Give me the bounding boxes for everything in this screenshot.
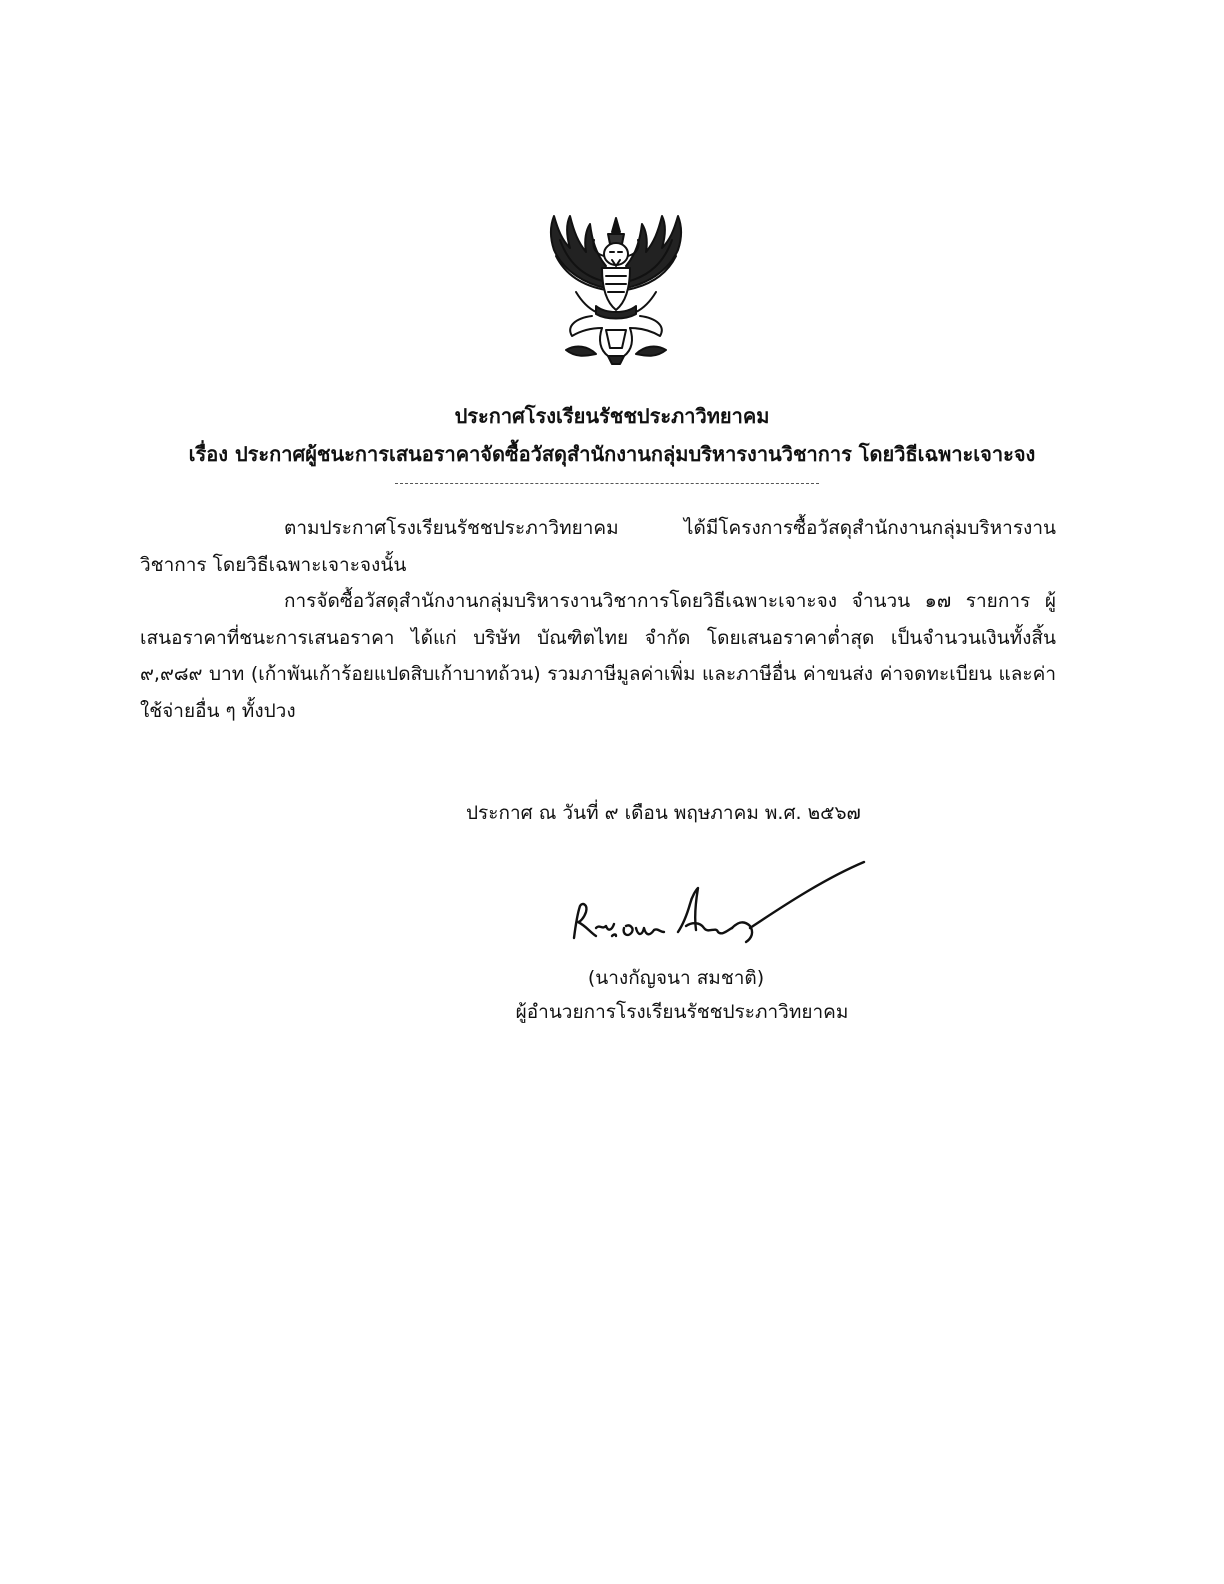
announcement-title: ประกาศโรงเรียนรัชชประภาวิทยาคม <box>454 404 770 428</box>
paragraph-award-text: การจัดซื้อวัสดุสำนักงานกลุ่มบริหารงานวิชาการโดยวิธีเฉพาะเจาะจง จำนวน ๑๗ รายการ ผู้เสนอราคาที่ชนะการเสนอราคา ได้แก่ บริษัท บัณฑิตไทย จำกัด โดยเสนอราคาต่ำสุด เป็นจำนวนเงินทั้งสิ้น ๙,๙๘๙ บาท (เก้าพันเก้าร้อยแปดสิบเก้าบาทถ้วน) รวมภาษีมูลค่าเพิ่ม และภาษีอื่น ค่าขนส่ง ค่าจดทะเบียน และค่าใช้จ่ายอื่น ๆ ทั้งปวง <box>140 590 1056 722</box>
signer-name: (นางกัญจนา สมชาติ) <box>587 967 765 989</box>
divider <box>395 483 819 484</box>
paragraph-intro-text: ตามประกาศโรงเรียนรัชชประภาวิทยาคม ได้มีโครงการซื้อวัสดุสำนักงานกลุ่มบริหารงานวิชาการ โดยวิธีเฉพาะเจาะจงนั้น <box>140 517 1056 576</box>
paragraph-intro <box>140 510 1056 583</box>
signer-position: ผู้อำนวยการโรงเรียนรัชชประภาวิทยาคม <box>515 1001 849 1023</box>
announcement-date: ประกาศ ณ วันที่ ๙ เดือน พฤษภาคม พ.ศ. ๒๕๖๗ <box>466 802 861 824</box>
announcement-subject: เรื่อง ประกาศผู้ชนะการเสนอราคาจัดซื้อวัสดุสำนักงานกลุ่มบริหารงานวิชาการ โดยวิธีเฉพาะเจาะจง <box>188 442 1036 466</box>
paragraph-award <box>140 583 1056 729</box>
garuda-emblem-icon <box>536 210 696 366</box>
handwritten-signature <box>566 856 876 948</box>
